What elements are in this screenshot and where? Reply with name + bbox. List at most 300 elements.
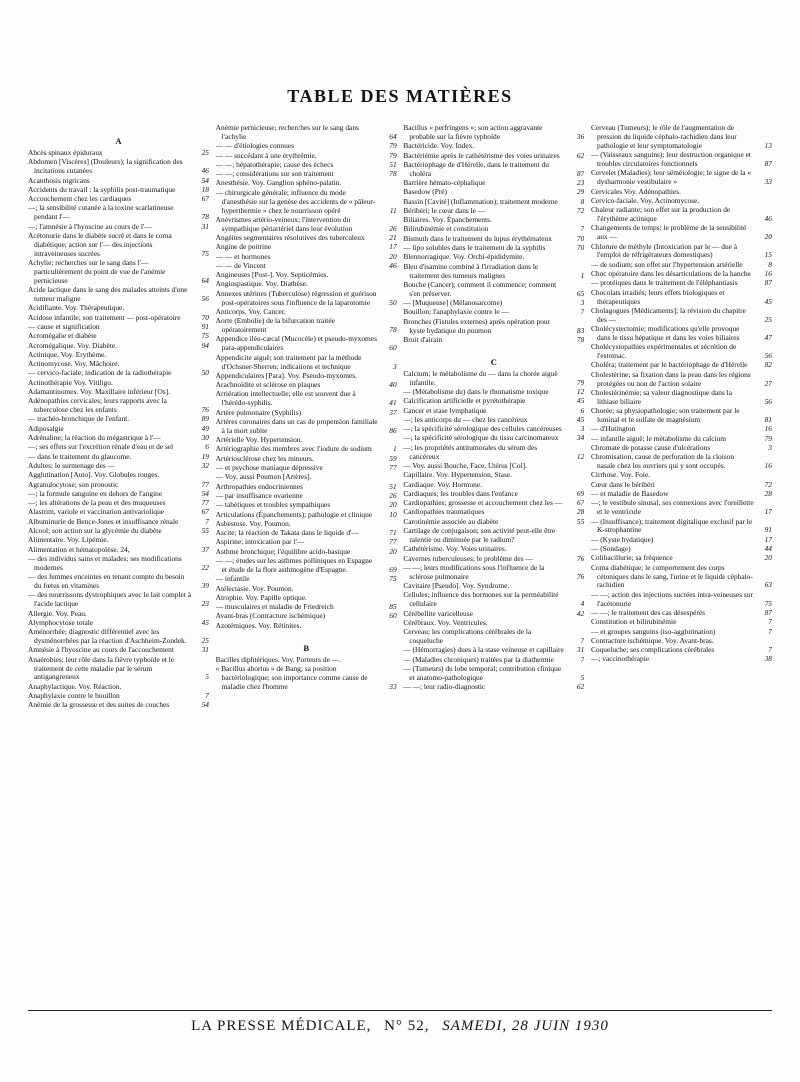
entry-text: Arachnoïdite et sclérose en plaques bbox=[215, 380, 321, 390]
index-entry bbox=[28, 591, 209, 609]
entry-text: Cirrhose. Voy. Foie. bbox=[590, 470, 650, 480]
entry-text: Bouillon; l'anaphylaxie contre le — bbox=[403, 307, 509, 317]
journal-name: LA PRESSE MÉDICALE, bbox=[191, 1018, 372, 1034]
entry-text: Appendicite aiguë; son traitement par la méthode d'Ochsner-Sherren; indications et technique bbox=[215, 352, 362, 371]
entry-text: Cervico-faciale. Voy. Actinomycose. bbox=[590, 195, 700, 205]
footer-rule bbox=[28, 1010, 772, 1011]
index-column-1 bbox=[28, 124, 209, 1002]
index-entry bbox=[591, 518, 772, 536]
entry-text: — Voy. aussi Bouche, Face, Utérus [Col]. bbox=[403, 460, 527, 470]
index-entry bbox=[28, 397, 209, 415]
page-number: 23 bbox=[201, 599, 209, 609]
entry-text: Choléra; traitement par le bactériophage de d'Hérelle bbox=[590, 360, 748, 370]
entry-text: Bacilles diphtériques. Voy. Porteurs de —. bbox=[215, 654, 341, 664]
page-number: 69 bbox=[389, 564, 397, 574]
entry-text: Asthme bronchique; l'équilibre acido-basique bbox=[215, 546, 351, 556]
entry-text: — tabétiques et troubles sympathiques bbox=[215, 500, 331, 510]
entry-text: — dans le traitement du glaucome. bbox=[28, 451, 132, 461]
entry-text: Adultes; le surmenage des — bbox=[28, 460, 116, 470]
index-entry bbox=[216, 390, 397, 408]
page-number: 19 bbox=[201, 451, 209, 461]
index-entry bbox=[591, 224, 772, 242]
entry-text: Basedow (Pré) bbox=[403, 187, 448, 197]
page-number: 42 bbox=[576, 608, 585, 618]
entry-text: — infantile bbox=[215, 574, 250, 584]
page-number: 7 bbox=[205, 691, 209, 701]
page-number: 59 bbox=[389, 453, 397, 463]
page-number: 46 bbox=[389, 260, 397, 270]
page-number: 50 bbox=[201, 368, 209, 378]
entry-text: Bleu d'isamine combiné à l'irradiation dans le traitement des tumeurs malignes bbox=[403, 261, 539, 280]
entry-list bbox=[403, 124, 584, 345]
entry-text: Anaphylaxie contre le bouillon bbox=[28, 691, 120, 701]
index-entry bbox=[28, 204, 209, 222]
page-number: 62 bbox=[576, 682, 585, 692]
entry-text: Acromégalie et diabète bbox=[28, 331, 97, 341]
index-entry bbox=[591, 325, 772, 343]
page-number: 41 bbox=[389, 398, 397, 408]
index-entry bbox=[28, 158, 209, 176]
page-number: 70 bbox=[201, 312, 209, 322]
page-number: 60 bbox=[389, 611, 397, 621]
entry-text: —; la spécificité sérologique du tissu carcinomateux bbox=[403, 433, 559, 443]
page-number: 37 bbox=[389, 407, 397, 417]
page-number: 46 bbox=[764, 214, 772, 224]
entry-text: Acidifiante. Voy. Thérapeutique. bbox=[28, 303, 125, 313]
page-number: 56 bbox=[201, 294, 209, 304]
index-entry bbox=[28, 232, 209, 259]
entry-text: —; les propriétés antitumorales du sérum des cancéreux bbox=[403, 442, 538, 461]
entry-text: Accidents du travail : la syphilis post-traumatique bbox=[28, 184, 176, 194]
entry-list bbox=[591, 124, 772, 664]
entry-text: — (Kyste hydatique) bbox=[590, 534, 654, 544]
index-entry bbox=[403, 665, 584, 683]
entry-text: Arthropathies endocriniennes bbox=[215, 481, 303, 491]
page-number: 70 bbox=[576, 233, 585, 243]
section-heading-b: B bbox=[303, 642, 309, 653]
index-entry bbox=[28, 555, 209, 573]
page-number: 67 bbox=[201, 507, 209, 517]
page-number: 75 bbox=[389, 574, 397, 584]
page-number: 31 bbox=[201, 645, 209, 655]
entry-text: Artériographie des membres avec l'iodure de sodium bbox=[215, 444, 372, 454]
page-number: 17 bbox=[764, 507, 772, 517]
index-column-4 bbox=[591, 124, 772, 1002]
page-number: 7 bbox=[768, 645, 772, 655]
entry-text: Cancer et stase lymphatique bbox=[403, 405, 487, 415]
entry-text: Bronches (Fistules externes) après opération pour kyste hydatique du poumon bbox=[403, 316, 551, 335]
entry-text: — par insuffisance ovarienne bbox=[215, 490, 303, 500]
index-entry bbox=[403, 161, 584, 179]
entry-text: Cérébraux. Voy. Ventricules. bbox=[403, 617, 488, 627]
index-entry bbox=[216, 317, 397, 335]
entry-text: Cardiopathies traumatiques bbox=[403, 507, 485, 517]
index-entry bbox=[591, 499, 772, 517]
entry-text: Cellules; influence des hormones sur la perméabilité cellulaire bbox=[403, 590, 559, 609]
index-entry bbox=[403, 591, 584, 609]
page-title: TABLE DES MATIÈRES bbox=[287, 86, 513, 106]
page-number: 28 bbox=[576, 507, 585, 517]
entry-text: Angineuses [Post-]. Voy. Septicémies. bbox=[215, 270, 329, 280]
entry-text: — (Insuffisance); traitement digitalique exclusif par le K-strophantine bbox=[590, 516, 753, 535]
entry-text: Carotinémie associée au diabète bbox=[403, 516, 499, 526]
page-number: 51 bbox=[389, 481, 397, 491]
entry-text: Constitution et bilirubinémie bbox=[590, 617, 677, 627]
page-footer bbox=[0, 1018, 800, 1035]
page-number: 76 bbox=[201, 405, 209, 415]
page-number: 76 bbox=[576, 553, 585, 563]
page-number: 70 bbox=[576, 243, 585, 253]
entry-text: Coqueluche; ses complications cérébrales bbox=[590, 645, 715, 655]
entry-text: Accouchement chez les cardiaques bbox=[28, 194, 132, 204]
entry-text: Bacillus « perfringens »; son action aggravante probable sur la fièvre typhoïde bbox=[403, 124, 543, 141]
entry-text: Barrière hémato-céphalique bbox=[403, 178, 486, 187]
entry-text: Aorte (Embolie) de la bifurcation traitée opératoirement bbox=[215, 316, 335, 335]
page-number: 3 bbox=[580, 298, 585, 308]
entry-text: Aspirine; intoxication par l'— bbox=[215, 537, 305, 547]
entry-text: Annexes utérines (Tuberculose) régression et guérison post-opératoires sous l'influence de la laparotomie bbox=[215, 288, 377, 307]
entry-text: Chromisation, cause de perforation de la cloison nasale chez les ouvriers qui y sont occupés. bbox=[590, 452, 735, 471]
page-number: 63 bbox=[764, 580, 772, 590]
page-number: 79 bbox=[764, 433, 772, 443]
entry-text: — —; leurs modifications sous l'influence de la sclérose pulmonaire bbox=[403, 562, 545, 581]
entry-text: Chlorure de méthyle (Intoxication par le — due à l'emploi de réfrigérateurs domestiques) bbox=[590, 241, 738, 260]
page-number: 17 bbox=[764, 534, 772, 544]
entry-text: Actinique. Voy. Erythème. bbox=[28, 349, 107, 359]
entry-text: Acétonurie dans le diabète sucré et dans le coma diabétique; action sur l'— des injections intraveineuses sucrées bbox=[28, 230, 172, 258]
page-number: 85 bbox=[389, 602, 397, 612]
page-number: 55 bbox=[201, 526, 209, 536]
entry-text: Albuminurie de Bence-Jones et insuffisance rénale bbox=[28, 516, 179, 526]
index-entry bbox=[216, 665, 397, 692]
index-entry bbox=[403, 281, 584, 299]
entry-text: — trachéo-bronchique de l'enfant. bbox=[28, 414, 130, 424]
index-entry bbox=[591, 243, 772, 261]
page-number: 79 bbox=[576, 377, 585, 387]
index-entry bbox=[28, 573, 209, 591]
page-number: 67 bbox=[576, 498, 585, 508]
page-number: 55 bbox=[576, 516, 585, 526]
page-number: 7 bbox=[580, 224, 585, 234]
entry-text: —; les anticorps du — chez les cancéreux bbox=[403, 414, 528, 424]
entry-text: Cathétérisme. Voy. Voies urinaires. bbox=[403, 544, 507, 554]
entry-text: Artériosclérose chez les mineurs. bbox=[215, 453, 314, 463]
index-entry bbox=[216, 622, 397, 631]
entry-text: Changements de temps; le problème de la sensibilité aux — bbox=[590, 223, 747, 242]
entry-text: Bismuth dans le traitement du lupus érythémateux bbox=[403, 233, 552, 243]
entry-text: — (Sondage) bbox=[590, 544, 631, 554]
entry-text: Cérébellite varicelleuse bbox=[403, 608, 473, 618]
entry-text: Chorée; sa physiopathologie; son traitement par le luminal et le sulfate de magnésium bbox=[590, 406, 740, 425]
page-number: 51 bbox=[389, 159, 397, 169]
page-number: 76 bbox=[576, 571, 585, 581]
page-number: 87 bbox=[576, 168, 585, 178]
entry-text: Adiposalgie bbox=[28, 423, 64, 433]
entry-text: Cholestérinémie; sa valeur diagnostique dans la lithiase biliaire bbox=[590, 387, 732, 406]
page-number: 79 bbox=[389, 141, 397, 151]
entry-text: Bruit d'airain bbox=[403, 334, 443, 344]
entry-text: Choc opératoire dans les désarticulations de la hanche bbox=[590, 269, 751, 279]
page-number: 86 bbox=[389, 425, 397, 435]
page-number: 13 bbox=[764, 140, 772, 150]
issue-number: N° 52, bbox=[384, 1018, 430, 1034]
entry-text: Béribéri; le cœur dans le — bbox=[403, 205, 486, 215]
index-entry bbox=[591, 307, 772, 325]
page-number: 69 bbox=[576, 488, 585, 498]
entry-text: — [Muqueuse] (Mélanosarcome) bbox=[403, 298, 503, 308]
entry-text: Cardiopathies; grossesse et accouchement chez les — bbox=[403, 498, 563, 508]
entry-text: Bassin [Cavité] (Inflammation); traitement moderne bbox=[403, 196, 558, 206]
index-entry bbox=[216, 189, 397, 216]
page-number: 54 bbox=[201, 700, 209, 710]
page-number: 28 bbox=[764, 489, 772, 499]
entry-text: Chocolats irradiés; leurs effets biologiques et thérapeutiques bbox=[590, 287, 725, 306]
index-entry bbox=[591, 289, 772, 307]
page-number: 33 bbox=[764, 177, 772, 187]
index-entry bbox=[403, 370, 584, 388]
page-number: 20 bbox=[764, 232, 772, 242]
page-number: 6 bbox=[205, 442, 209, 452]
entry-text: Anaphylactique. Voy. Réaction. bbox=[28, 681, 122, 691]
page-number: 25 bbox=[201, 636, 209, 646]
entry-text: — et groupes sanguins (iso-agglutination) bbox=[590, 626, 716, 636]
entry-text: Angine de poitrine bbox=[215, 242, 272, 252]
entry-text: Blennorragique. Voy. Orchi-épididymite. bbox=[403, 252, 525, 262]
entry-text: Angéites segmentaires résolutives des tuberculeux bbox=[215, 233, 365, 242]
page-number: 87 bbox=[764, 607, 772, 617]
page-number: 6 bbox=[580, 405, 585, 415]
page-number: 64 bbox=[389, 131, 397, 141]
page-number: 46 bbox=[201, 166, 209, 176]
entry-text: Cerveau (Tumeurs); le rôle de l'augmentation de pression du liquide céphalo-rachidien dans leur pathologie et leur symptomatologie bbox=[590, 124, 737, 150]
page-number: 45 bbox=[576, 414, 585, 424]
page-number: 77 bbox=[389, 463, 397, 473]
page-number: 17 bbox=[389, 242, 397, 252]
page-number: 3 bbox=[580, 424, 585, 434]
page-number: 36 bbox=[576, 131, 585, 141]
page-number: 77 bbox=[389, 537, 397, 547]
entry-list bbox=[216, 656, 397, 692]
page-number: 11 bbox=[389, 205, 397, 215]
entry-text: Cardiaques; les troubles dans l'enfance bbox=[403, 488, 518, 498]
entry-text: Appendiculaires [Para]. Voy. Pseudo-myxomes. bbox=[215, 370, 357, 380]
entry-text: Articulations (Épanchements); pathologie et clinique bbox=[215, 509, 373, 519]
entry-text: Cervelet (Maladies); leur séméiologie; le signe de la « dysharmonie vestibulaire » bbox=[590, 168, 752, 187]
entry-text: Anesthésie. Voy. Ganglion sphéno-palatin. bbox=[215, 178, 342, 188]
page-number: 49 bbox=[201, 423, 209, 433]
entry-text: Anévrismes artério-veineux; l'intervention du sympathique périartériel dans leur évolution bbox=[215, 214, 353, 233]
entry-text: Bactéricide. Voy. Index. bbox=[403, 141, 475, 151]
entry-text: — (Vaisseaux sanguins); leur destruction organique et troubles circulatoires fonctionnels bbox=[590, 150, 751, 169]
section-heading-c: C bbox=[490, 356, 497, 367]
index-entry bbox=[591, 343, 772, 361]
page-number: 38 bbox=[764, 654, 772, 664]
entry-text: Arriération intellectuelle; elle est souvent due à l'hérédo-syphilis. bbox=[215, 389, 356, 408]
entry-text: — — de Vincent bbox=[215, 260, 266, 270]
entry-text: Angiospastique. Voy. Diathèse. bbox=[215, 279, 308, 289]
entry-text: Avant-bras (Contracture ischémique) bbox=[215, 611, 326, 621]
entry-text: Coma diabétique; le comportement des corps cétoniques dans le sang, l'urine et le liquide céphalo-rachidien bbox=[590, 562, 753, 590]
entry-text: —; vaccinothérapie bbox=[590, 654, 650, 664]
index-entry bbox=[591, 124, 772, 151]
index-entry bbox=[591, 169, 772, 187]
entry-text: Bactériophage de d'Hérelle, dans le traitement du choléra bbox=[403, 159, 549, 178]
index-entry bbox=[28, 259, 209, 286]
entry-text: Cholestérine; sa fixation dans la peau dans les régions protégées ou non de l'action solaire bbox=[590, 369, 751, 388]
page-number: 10 bbox=[389, 509, 397, 519]
index-entry bbox=[403, 683, 584, 692]
index-entry bbox=[403, 336, 584, 345]
page-number: 7 bbox=[205, 516, 209, 526]
page-number: 1 bbox=[392, 444, 397, 454]
index-entry bbox=[591, 206, 772, 224]
page-number: 21 bbox=[389, 233, 397, 242]
page-number: 12 bbox=[576, 386, 585, 396]
page-number: 30 bbox=[201, 433, 209, 443]
entry-list bbox=[216, 124, 397, 631]
entry-text: — — d'étiologies connues bbox=[215, 141, 294, 151]
entry-text: Cartilage de conjugaison; son activité peut-elle être ralentie ou diminuée par le radium? bbox=[403, 526, 556, 544]
entry-text: — des individus sains et malades; ses modifications modernes bbox=[28, 553, 182, 572]
index-entry bbox=[591, 389, 772, 407]
page-number: 25 bbox=[764, 314, 772, 324]
page-number: 31 bbox=[576, 645, 585, 655]
entry-text: — et psychose maniaque dépressive bbox=[215, 463, 323, 473]
entry-text: Colibacillurie; sa fréquence bbox=[590, 553, 673, 563]
page-number: 91 bbox=[764, 525, 772, 535]
index-entry bbox=[28, 628, 209, 646]
page-number: 40 bbox=[389, 380, 397, 390]
entry-text: Allergie. Voy. Peau. bbox=[28, 608, 87, 618]
entry-text: Anaérobies; leur rôle dans la fièvre typhoïde et le traitement de cette maladie par le sérum antigangreneux bbox=[28, 654, 175, 682]
page-number: 20 bbox=[389, 546, 397, 556]
entry-text: Cardiaque. Voy. Hormone. bbox=[403, 479, 482, 489]
index-entry bbox=[28, 701, 209, 710]
page-number: 56 bbox=[764, 351, 772, 361]
page-number: 94 bbox=[201, 340, 209, 350]
page-number: 16 bbox=[764, 424, 772, 434]
page-number: 62 bbox=[576, 150, 585, 160]
entry-text: Cholécystopathies expérimentales et sécrétion de l'estomac. bbox=[590, 342, 737, 361]
page-number: 8 bbox=[768, 259, 772, 269]
entry-text: Cœur dans le béribéri bbox=[590, 479, 655, 489]
entry-text: Capillaire. Voy. Hypertension, Stase. bbox=[403, 470, 512, 480]
page-number: 5 bbox=[205, 672, 209, 682]
entry-text: Atélectasie. Voy. Poumon. bbox=[215, 583, 294, 593]
page-number: 31 bbox=[201, 221, 209, 231]
page-number: 56 bbox=[764, 396, 772, 406]
page-number: 1 bbox=[580, 270, 585, 280]
entry-text: Anémie de la grossesse et des suites de couches bbox=[28, 700, 170, 710]
page-number: 65 bbox=[576, 288, 585, 298]
page-number: 45 bbox=[764, 296, 772, 306]
entry-text: —; les altérations de la peau et des muqueuses bbox=[28, 498, 166, 508]
entry-text: Agranulocytose; son pronostic bbox=[28, 479, 119, 489]
page-number: 54 bbox=[201, 488, 209, 498]
index-entry bbox=[591, 564, 772, 591]
index-entry bbox=[403, 263, 584, 281]
page-number: 39 bbox=[201, 581, 209, 591]
entry-text: Ascite; la réaction de Takata dans le liquide d'— bbox=[215, 528, 359, 538]
entry-text: Cervicales Voy. Adénopathies. bbox=[590, 186, 681, 196]
entry-text: Appendice iléo-cæcal (Mucocèle) et pseudo-myxomes para-appendiculaires bbox=[215, 334, 377, 353]
index-entry bbox=[591, 591, 772, 609]
page-number: 54 bbox=[201, 175, 209, 185]
entry-text: Chaleur radiante; son effet sur la production de l'érythème actinique bbox=[590, 205, 731, 224]
index-entry bbox=[216, 557, 397, 575]
entry-text: — d'Hutington bbox=[590, 424, 636, 434]
page-number: 7 bbox=[768, 617, 772, 627]
page-number: 23 bbox=[576, 178, 585, 187]
page-number: 78 bbox=[389, 325, 397, 335]
entry-text: Atrophie. Voy. Papille optique. bbox=[215, 592, 307, 602]
entry-text: Abcès spinaux épiduraux bbox=[28, 148, 103, 157]
entry-text: — infantile aiguë; le métabolisme du calcium bbox=[590, 433, 727, 443]
page-number: 18 bbox=[201, 184, 209, 194]
entry-text: —; l'amnésie à l'hyoscine au cours de l'— bbox=[28, 221, 152, 231]
page-number: 37 bbox=[201, 544, 209, 554]
page-number: 47 bbox=[764, 332, 772, 342]
entry-text: Artérielle Voy. Hypertension. bbox=[215, 435, 303, 445]
page-number: 75 bbox=[201, 331, 209, 341]
page-number: 71 bbox=[389, 528, 397, 538]
entry-text: — (Maladies chroniques) traitées par la diathermie bbox=[403, 654, 554, 664]
entry-list bbox=[28, 149, 209, 710]
entry-text: Alcool; son action sur la glycémie du diabète bbox=[28, 526, 162, 536]
entry-text: — —; études sur les asthmes polliniques en Espagne et étude de la flore asthmogène d'Espagne. bbox=[215, 556, 373, 574]
page-number: 82 bbox=[764, 360, 772, 370]
index-entry bbox=[403, 527, 584, 545]
entry-text: — —; hépatothérapie; cause des échecs bbox=[215, 159, 334, 169]
entry-text: Alimentation et hématopoïèse. 24, bbox=[28, 544, 130, 554]
page-number: 44 bbox=[764, 544, 772, 554]
entry-text: Cavernes tuberculeuses; le problème des — bbox=[403, 553, 533, 563]
entry-text: — chirurgicale générale; influence du mode d'anesthésie sur la genèse des accidents de « pâleur-hyperthermie » chez le nourrisson opéré bbox=[215, 187, 376, 215]
entry-text: Amnésie à l'hyoscine au cours de l'accouchement bbox=[28, 645, 174, 655]
index-entry bbox=[28, 656, 209, 683]
entry-text: Agglutination [Auto]. Voy. Globules rouges. bbox=[28, 470, 160, 480]
index-entry bbox=[403, 628, 584, 646]
index-entry bbox=[216, 418, 397, 436]
index-entry bbox=[403, 444, 584, 462]
page-number: 7 bbox=[580, 307, 585, 317]
entry-text: « Bacillus abortus » de Bang; sa position bactériologique; son importance comme cause de maladie chez l'homme bbox=[215, 663, 368, 691]
page-number: 29 bbox=[576, 187, 585, 197]
page-number: 77 bbox=[201, 479, 209, 489]
entry-text: Achylie; recherches sur le sang dans l'— particulièrement du point de vue de l'anémie pernicieuse bbox=[28, 258, 166, 285]
entry-text: Aménorrhée; diagnostic différentiel avec les dysménorrhées par la réaction d'Aschheim-Zondek. bbox=[28, 627, 187, 646]
entry-text: Adrénaline; la réaction du mégastrique à l'— bbox=[28, 433, 161, 443]
page-number: 26 bbox=[389, 223, 397, 233]
page-number: 91 bbox=[201, 321, 209, 331]
page-number: 60 bbox=[389, 343, 397, 353]
index-column-2 bbox=[216, 124, 397, 1002]
entry-text: — musculaires et maladie de Friedreich bbox=[215, 602, 334, 612]
index-entry bbox=[28, 286, 209, 304]
entry-text: — —; action des injections sucrées intra-veineuses sur l'acétonurie bbox=[590, 589, 753, 608]
index-column-3 bbox=[403, 124, 584, 1002]
index-entry bbox=[591, 151, 772, 169]
entry-text: Calcium; le métabolisme du — dans la chorée aiguë infantile. bbox=[403, 368, 558, 387]
page-number: 20 bbox=[764, 553, 772, 563]
entry-text: — (Métabolisme du) dans le rhumatisme toxique bbox=[403, 386, 549, 396]
page-number: 8 bbox=[580, 196, 585, 206]
page-number: 22 bbox=[201, 562, 209, 572]
page-number: 78 bbox=[576, 334, 585, 344]
entry-text: — —; considérations sur son traitement bbox=[215, 169, 334, 179]
entry-text: —; la spécificité sérologique des cellules cancéreuses bbox=[403, 424, 562, 434]
page-number: 25 bbox=[201, 148, 209, 157]
